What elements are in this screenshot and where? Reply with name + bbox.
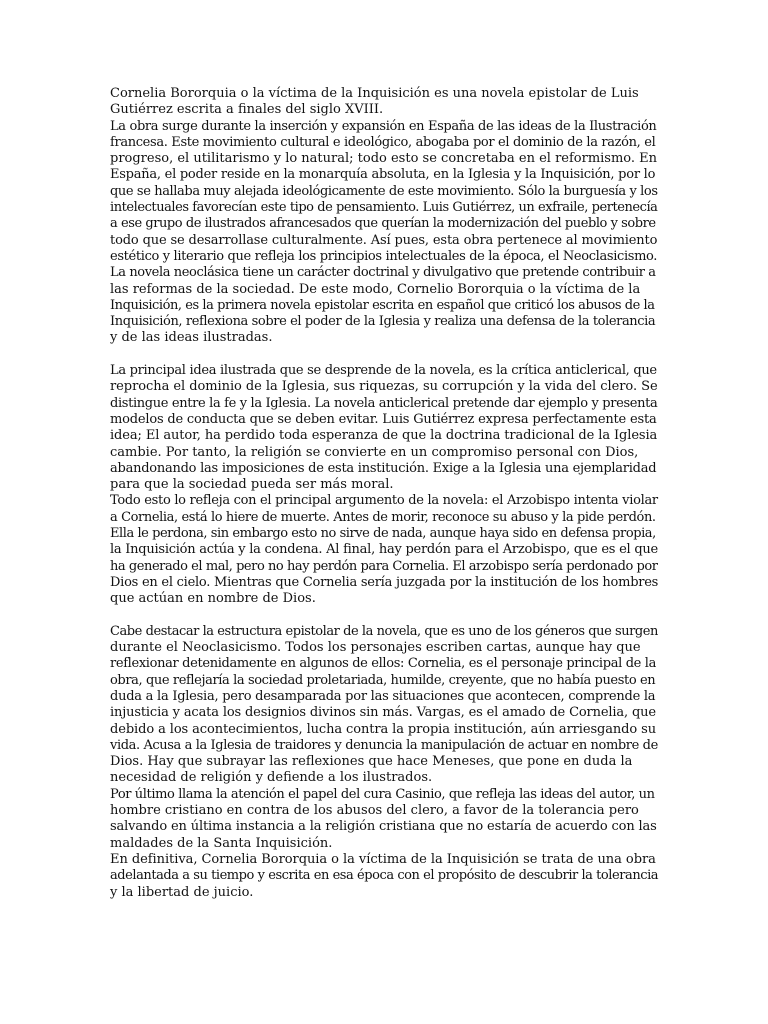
text-line: Inquisición, reflexiona sobre el poder de la Iglesia y realiza una defensa de la tolerancia xyxy=(110,314,656,330)
text-line: abandonando las imposiciones de esta institución. Exige a la Iglesia una ejemplaridad xyxy=(110,460,657,476)
paragraph-argument xyxy=(110,493,658,607)
text-line: Gutiérrez escrita a finales del siglo XVIII. xyxy=(110,102,384,118)
text-line: En definitiva, Cornelia Bororquia o la víctima de la Inquisición se trata de una obra xyxy=(110,851,656,867)
text-line: maldades de la Santa Inquisición. xyxy=(110,835,333,851)
text-line: a Cornelia, está lo hiere de muerte. Antes de morir, reconoce su abuso y la pide perdón. xyxy=(110,509,656,525)
text-line: España, el poder reside en la monarquía absoluta, en la Iglesia y la Inquisición, por lo xyxy=(110,167,656,183)
paragraph-context xyxy=(110,119,658,266)
text-line: francesa. Este movimiento cultural e ideológico, abogaba por el dominio de la razón, el xyxy=(110,134,656,150)
text-line: reflexionar detenidamente en algunos de ellos: Cornelia, es el personaje principal de la xyxy=(110,656,656,672)
text-line: la Inquisición actúa y la condena. Al final, hay perdón para el Arzobispo, que es el que xyxy=(110,542,658,558)
text-line: Todo esto lo refleja con el principal argumento de la novela: el Arzobispo intenta violar xyxy=(110,493,658,509)
text-line: cambie. Por tanto, la religión se convierte en un compromiso personal con Dios, xyxy=(110,444,639,460)
text-line: Dios en el cielo. Mientras que Cornelia sería juzgada por la institución de los hombres xyxy=(110,574,659,590)
text-line: que actúan en nombre de Dios. xyxy=(110,591,316,607)
text-line: duda a la Iglesia, pero desamparada por las situaciones que acontecen, comprende la xyxy=(110,688,656,704)
text-line: Por último llama la atención el papel del cura Casinio, que refleja las ideas del autor, un xyxy=(110,786,655,802)
text-line: a ese grupo de ilustrados afrancesados que querían la modernización del pueblo y sobre xyxy=(110,216,656,232)
text-line: progreso, el utilitarismo y lo natural; todo esto se concretaba en el reformismo. En xyxy=(110,151,658,167)
text-line: debido a los acontecimientos, lucha contra la propia institución, aún arriesgando su xyxy=(110,721,656,737)
paragraph-casinio xyxy=(110,787,658,852)
text-line: Ella le perdona, sin embargo esto no sirve de nada, aunque haya sido en defensa propia, xyxy=(110,526,656,542)
text-line: durante el Neoclasicismo. Todos los personajes escriben cartas, aunque hay que xyxy=(110,640,641,656)
text-line: distingue entre la fe y la Iglesia. La novela anticlerical pretende dar ejemplo y presenta xyxy=(110,395,658,411)
text-line: Cornelia Bororquia o la víctima de la Inquisición es una novela epistolar de Luis xyxy=(110,86,639,101)
paragraph-anticlerical xyxy=(110,363,658,493)
text-line: Dios. Hay que subrayar las reflexiones que hace Meneses, que pone en duda la xyxy=(110,754,633,770)
text-line: modelos de conducta que se deben evitar. Luis Gutiérrez expresa perfectamente esta xyxy=(110,411,657,427)
text-line: intelectuales favorecían este tipo de pensamiento. Luis Gutiérrez, un exfraile, pertenecía xyxy=(110,200,658,216)
text-line: La principal idea ilustrada que se desprende de la novela, es la crítica anticlerical, que xyxy=(110,363,657,379)
text-line: reprocha el dominio de la Iglesia, sus riquezas, su corrupción y la vida del clero. Se xyxy=(110,379,658,395)
text-line: obra, que reflejaría la sociedad proletariada, humilde, creyente, que no había puesto en xyxy=(110,672,656,688)
text-line: y de las ideas ilustradas. xyxy=(110,330,273,346)
text-line: La obra surge durante la inserción y expansión en España de las ideas de la Ilustración xyxy=(110,118,657,134)
text-line: necesidad de religión y defiende a los ilustrados. xyxy=(110,770,433,786)
text-line: Inquisición, es la primera novela epistolar escrita en español que criticó los abusos de la xyxy=(110,297,655,313)
text-line: estético y literario que refleja los principios intelectuales de la época, el Neoclasicismo. xyxy=(110,248,658,264)
text-line: injusticia y acata los designios divinos sin más. Vargas, es el amado de Cornelia, que xyxy=(110,705,656,721)
text-line: idea; El autor, ha perdido toda esperanza de que la doctrina tradicional de la Iglesia xyxy=(110,428,658,444)
text-line: y la libertad de juicio. xyxy=(110,884,254,900)
paragraph-neoclassical-novel xyxy=(110,265,658,346)
paragraph-conclusion xyxy=(110,852,658,901)
paragraph-gap xyxy=(110,347,658,363)
text-line: hombre cristiano en contra de los abusos del clero, a favor de la tolerancia pero xyxy=(110,803,639,819)
text-line: las reformas de la sociedad. De este modo, Cornelio Bororquia o la víctima de la xyxy=(110,281,641,297)
paragraph-intro xyxy=(110,86,658,119)
text-line: todo que se desarrollase culturalmente. Así pues, esta obra pertenece al movimiento xyxy=(110,232,658,248)
text-line: Cabe destacar la estructura epistolar de la novela, que es uno de los géneros que surgen xyxy=(110,623,658,639)
text-line: vida. Acusa a la Iglesia de traidores y denuncia la manipulación de actuar en nombre de xyxy=(110,737,658,753)
text-line: que se hallaba muy alejada ideológicamente de este movimiento. Sólo la burguesía y los xyxy=(110,183,658,199)
paragraph-epistolar-structure xyxy=(110,624,658,787)
text-line: ha generado el mal, pero no hay perdón para Cornelia. El arzobispo sería perdonado por xyxy=(110,558,658,574)
text-line: salvando en última instancia a la religión cristiana que no estaría de acuerdo con las xyxy=(110,819,657,835)
document-page xyxy=(110,86,658,901)
text-line: adelantada a su tiempo y escrita en esa época con el propósito de descubrir la tolerancia xyxy=(110,868,659,884)
paragraph-gap xyxy=(110,608,658,624)
text-line: para que la sociedad pueda ser más moral. xyxy=(110,477,394,493)
text-line: La novela neoclásica tiene un carácter doctrinal y divulgativo que pretende contribuir a xyxy=(110,265,656,281)
